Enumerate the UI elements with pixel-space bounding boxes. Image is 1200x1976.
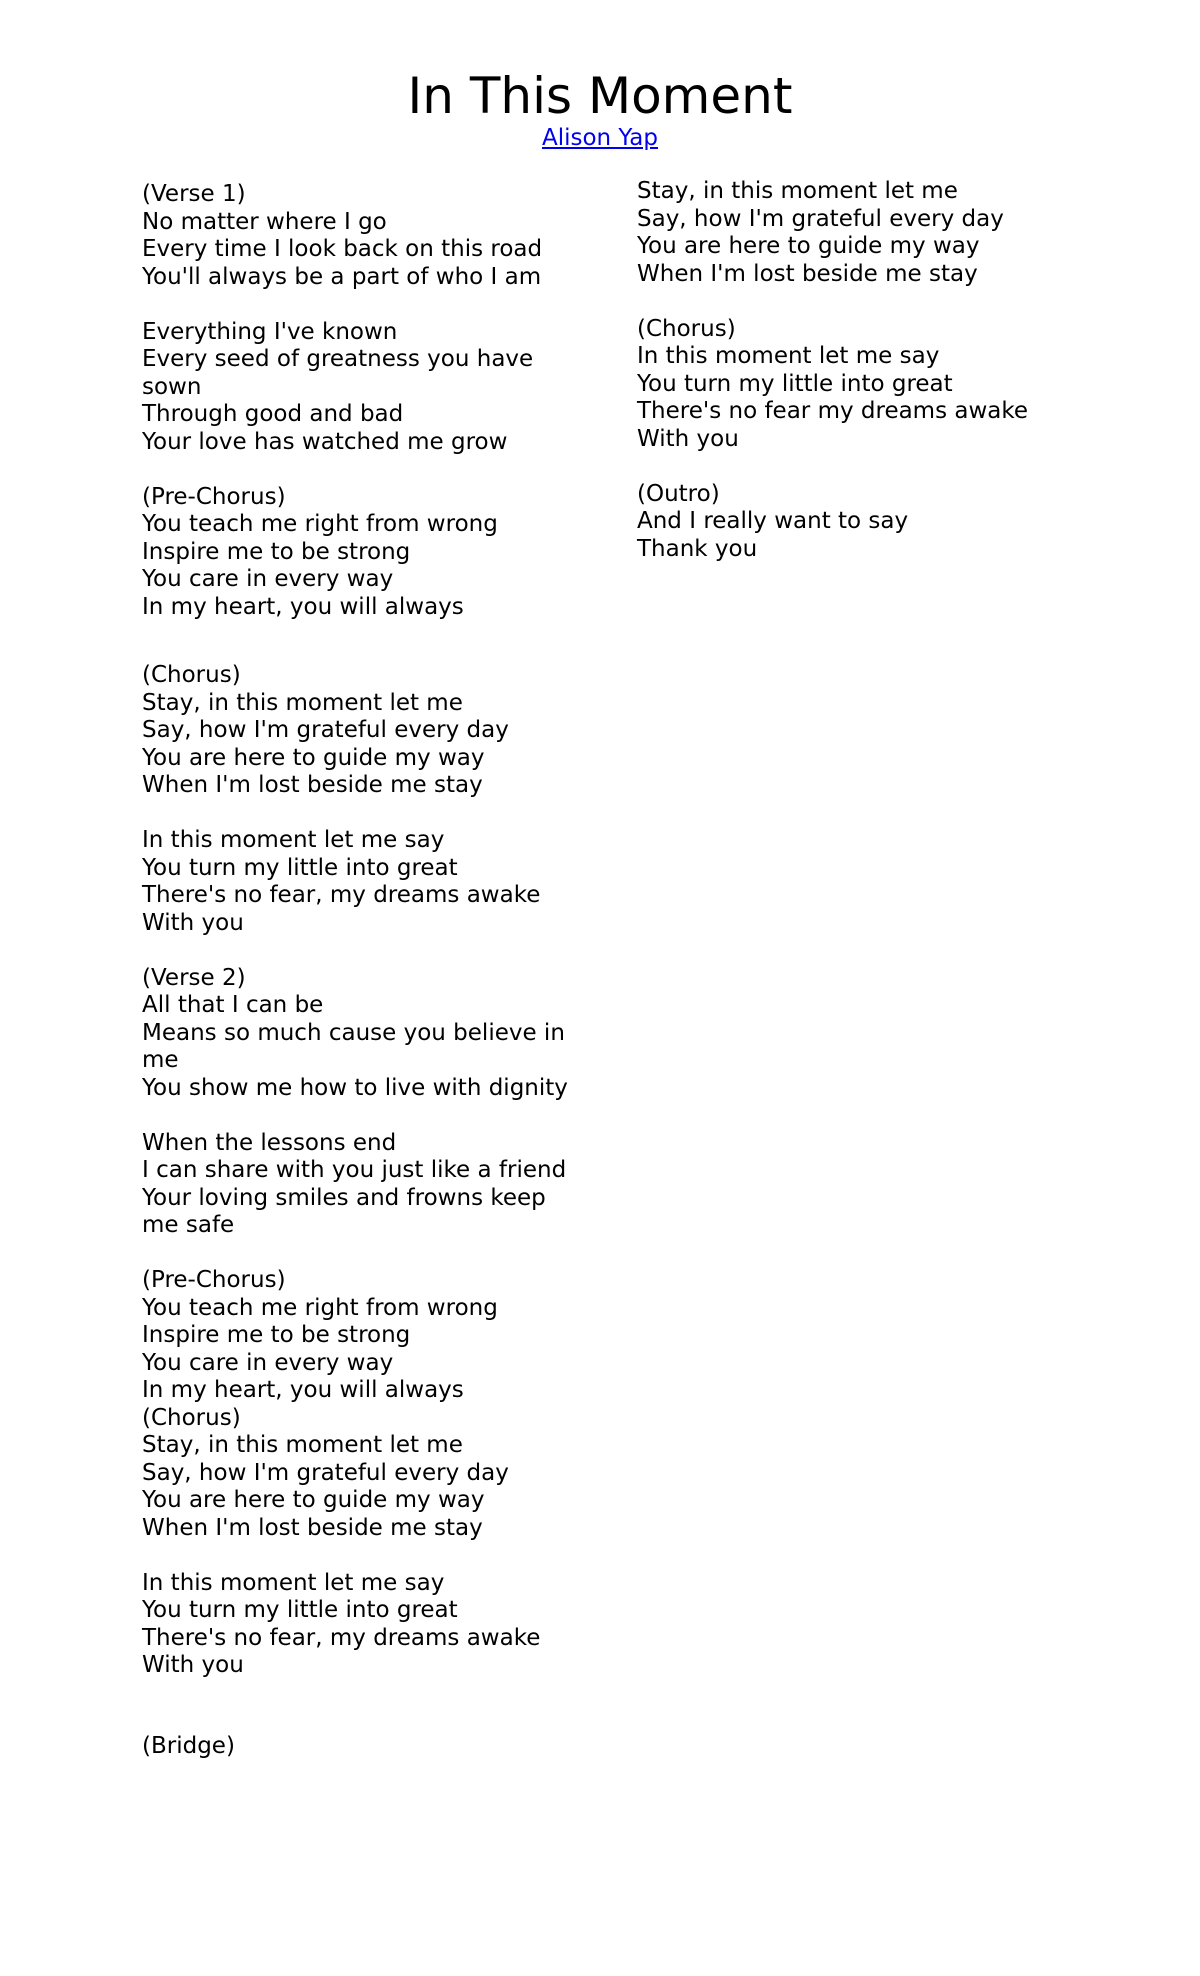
lyric-line: Thank you	[637, 535, 758, 562]
lyric-line: In this moment let me say	[142, 1569, 445, 1596]
chorus-2-continued	[142, 1570, 578, 1680]
lyric-line: Say, how I'm grateful every day	[637, 205, 1004, 232]
lyric-line: Inspire me to be strong	[142, 538, 411, 565]
lyric-line: When I'm lost beside me stay	[637, 260, 978, 287]
lyric-line: Stay, in this moment let me	[142, 689, 463, 716]
section-heading: (Verse 1)	[142, 181, 246, 207]
lyric-line: You care in every way	[142, 566, 394, 592]
chorus-1	[142, 662, 578, 800]
verse-2	[142, 965, 578, 1103]
lyric-line: Every seed of greatness you have sown	[142, 346, 534, 400]
lyrics-left-column	[142, 181, 578, 1760]
lyric-line: Stay, in this moment let me	[637, 178, 958, 204]
author-line	[0, 124, 1200, 152]
chorus-2	[142, 1405, 578, 1543]
lyric-line: With you	[142, 909, 244, 936]
lyric-line: In my heart, you will always	[142, 593, 464, 620]
lyric-line: You care in every way	[142, 1349, 394, 1376]
verse-1	[142, 181, 578, 291]
lyric-line: You turn my little into great	[142, 854, 458, 881]
section-heading: (Pre-Chorus)	[142, 1267, 286, 1293]
lyric-line: In my heart, you will always	[142, 1377, 464, 1403]
lyric-line: And I really want to say	[637, 508, 909, 534]
lyric-line: I can share with you just like a friend	[142, 1157, 567, 1183]
lyric-line: In this moment let me say	[637, 343, 940, 369]
lyric-line: Your love has watched me grow	[142, 428, 508, 455]
lyric-line: You are here to guide my way	[637, 233, 980, 259]
section-heading: (Outro)	[637, 480, 720, 507]
lyric-line: Say, how I'm grateful every day	[142, 717, 509, 743]
lyric-line: You turn my little into great	[637, 370, 953, 397]
verse-2-continued	[142, 1130, 578, 1240]
author-link[interactable]: Alison Yap	[541, 125, 659, 151]
lyric-line: There's no fear my dreams awake	[637, 398, 1029, 424]
lyrics-right-column	[637, 178, 1087, 563]
pre-chorus-1	[142, 484, 578, 622]
section-heading: (Verse 2)	[142, 964, 246, 991]
lyric-line: There's no fear, my dreams awake	[142, 1624, 541, 1651]
lyric-line: You'll always be a part of who I am	[142, 263, 542, 290]
lyric-line: You are here to guide my way	[142, 1487, 485, 1513]
lyric-line: You are here to guide my way	[142, 744, 485, 771]
lyric-line: Through good and bad	[142, 401, 404, 427]
bridge-continued	[637, 178, 1087, 288]
lyric-line: There's no fear, my dreams awake	[142, 882, 541, 908]
lyric-line: No matter where I go	[142, 208, 387, 235]
section-heading: (Pre-Chorus)	[142, 483, 286, 510]
lyric-line: Inspire me to be strong	[142, 1322, 411, 1348]
lyric-line: Your loving smiles and frowns keep me safe	[142, 1184, 546, 1238]
section-heading: (Chorus)	[142, 1404, 241, 1431]
lyric-line: Every time I look back on this road	[142, 236, 543, 262]
verse-1-continued	[142, 319, 578, 457]
lyric-line: You teach me right from wrong	[142, 511, 498, 537]
pre-chorus-2	[142, 1267, 578, 1405]
lyric-line: You turn my little into great	[142, 1597, 458, 1623]
section-heading: (Chorus)	[637, 315, 736, 342]
lyric-line: Say, how I'm grateful every day	[142, 1459, 509, 1486]
lyric-line: All that I can be	[142, 992, 324, 1018]
lyric-line: Stay, in this moment let me	[142, 1432, 463, 1458]
lyric-line: In this moment let me say	[142, 827, 445, 853]
lyric-line: With you	[142, 1652, 244, 1678]
song-title: In This Moment	[407, 67, 793, 125]
section-heading: (Chorus)	[142, 662, 241, 688]
lyric-line: You show me how to live with dignity	[142, 1074, 568, 1101]
lyric-line: Everything I've known	[142, 318, 398, 345]
outro	[637, 481, 1087, 564]
lyric-line: With you	[637, 425, 739, 452]
section-heading: (Bridge)	[142, 1732, 235, 1759]
lyric-line: You teach me right from wrong	[142, 1294, 498, 1321]
bridge	[142, 1733, 578, 1761]
lyric-line: When the lessons end	[142, 1129, 397, 1156]
lyric-line: When I'm lost beside me stay	[142, 1514, 483, 1541]
chorus-1-continued	[142, 827, 578, 937]
lyric-line: When I'm lost beside me stay	[142, 772, 483, 798]
lyric-line: Means so much cause you believe in me	[142, 1019, 565, 1073]
chorus-3	[637, 316, 1087, 454]
